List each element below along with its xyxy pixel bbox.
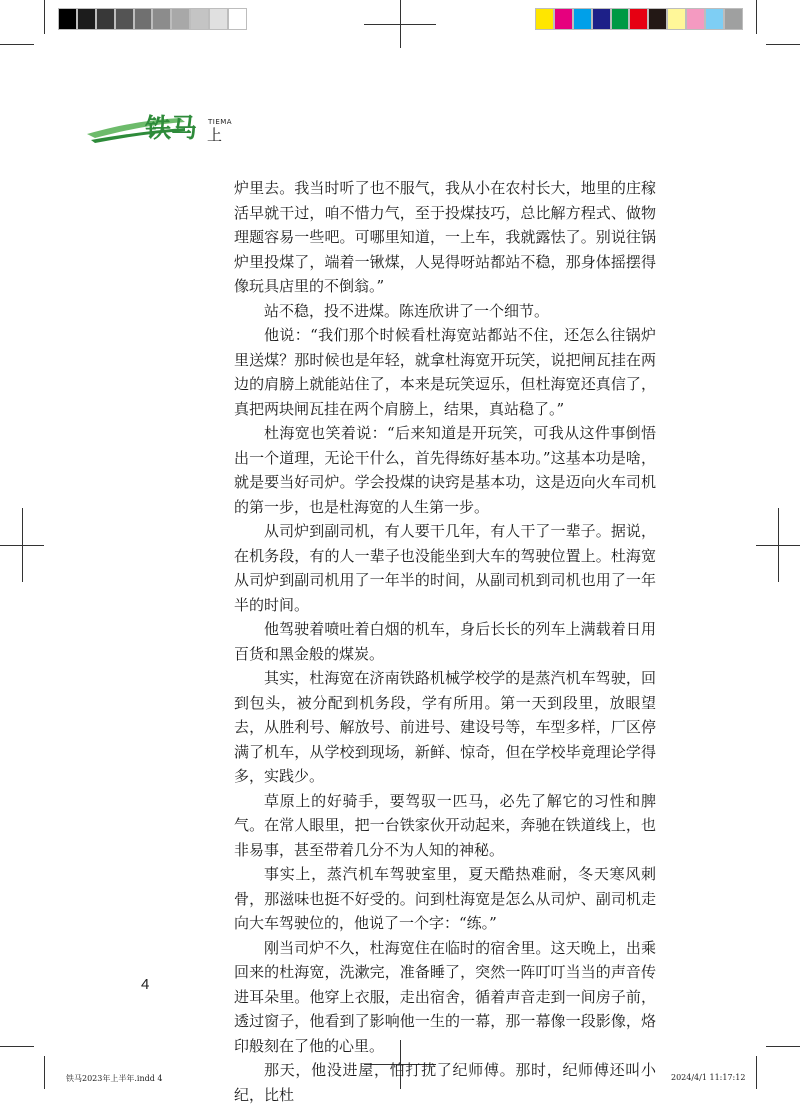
gray-swatch xyxy=(228,8,247,30)
color-swatch xyxy=(629,8,648,30)
slug-filename: 铁马2023年上半年.indd 4 xyxy=(66,1074,163,1083)
paragraph: 草原上的好骑手，要驾驭一匹马，必先了解它的习性和脾气。在常人眼里，把一台铁家伙开动起来，奔驰在铁道线上，也非易事，甚至带着几分不为人知的神秘。 xyxy=(234,791,656,859)
crop-mark xyxy=(44,0,45,34)
color-swatch xyxy=(686,8,705,30)
color-swatch xyxy=(611,8,630,30)
crop-mark xyxy=(756,0,757,34)
section-marker: 上 xyxy=(207,126,223,144)
color-swatch xyxy=(592,8,611,30)
grayscale-color-bar xyxy=(58,8,247,30)
color-swatch xyxy=(535,8,554,30)
paragraph: 站不稳，投不进煤。陈连欣讲了一个细节。 xyxy=(264,301,550,320)
crop-mark xyxy=(0,44,34,45)
paragraph: 他说：“我们那个时候看杜海宽站都站不住，还怎么往锅炉里送煤？那时候也是年轻，就拿杜海宽开玩笑，说把闸瓦挂在两边的肩膀上就能站住了，本来是玩笑逗乐，但杜海宽还真信了，真把两块闸瓦挂在两个肩膀上，结果，真站稳了。” xyxy=(234,326,656,418)
process-color-bar xyxy=(535,8,743,30)
logo-wordmark: 铁马 xyxy=(145,114,198,144)
logo-latin: TIEMA xyxy=(208,118,233,126)
color-swatch xyxy=(648,8,667,30)
color-swatch xyxy=(554,8,573,30)
slug-timestamp: 2024/4/1 11:17:12 xyxy=(671,1073,746,1082)
crop-mark xyxy=(766,1046,800,1047)
gray-swatch xyxy=(58,8,77,30)
gray-swatch xyxy=(77,8,96,30)
crop-mark xyxy=(44,1056,45,1089)
paragraph: 刚当司炉不久，杜海宽住在临时的宿舍里。这天晚上，出乘回来的杜海宽，洗漱完，准备睡了，突然一阵叮叮当当的声音传进耳朵里。他穿上衣服，走出宿舍，循着声音走到一间房子前，透过窗子，他看到了影响他一生的一幕，那一幕像一段影像，烙印般刻在了他的心里。 xyxy=(234,938,656,1055)
paragraph: 炉里去。我当时听了也不服气，我从小在农村长大，地里的庄稼活早就干过，咱不惜力气，至于投煤技巧，总比解方程式、做物理题容易一些吧。可哪里知道，一上车，我就露怯了。别说往锅炉里投煤了，端着一锹煤，人晃得呀站都站不稳，那身体摇摆得像玩具店里的不倒翁。” xyxy=(234,179,656,295)
gray-swatch xyxy=(209,8,228,30)
crop-mark xyxy=(766,44,800,45)
crop-mark xyxy=(756,1056,757,1089)
color-swatch xyxy=(667,8,686,30)
paragraph: 杜海宽也笑着说：“后来知道是开玩笑，可我从这件事倒悟出一个道理，无论干什么，首先得练好基本功。”这基本功是啥，就是要当好司炉。学会投煤的诀窍是基本功，这是迈向火车司机的第一步，也是杜海宽的人生第一步。 xyxy=(234,424,656,516)
paragraph: 他驾驶着喷吐着白烟的机车，身后长长的列车上满载着日用百货和黑金般的煤炭。 xyxy=(234,620,656,663)
gray-swatch xyxy=(190,8,209,30)
crop-mark xyxy=(778,508,779,582)
gray-swatch xyxy=(115,8,134,30)
color-swatch xyxy=(705,8,724,30)
crop-mark xyxy=(22,508,23,582)
paragraph: 其实，杜海宽在济南铁路机械学校学的是蒸汽机车驾驶，回到包头，被分配到机务段，学有所用。第一天到段里，放眼望去，从胜利号、解放号、前进号、建设号等，车型多样，厂区停满了机车，从学校到现场，新鲜、惊奇，但在学校毕竟理论学得多，实践少。 xyxy=(234,669,656,785)
gray-swatch xyxy=(96,8,115,30)
gray-swatch xyxy=(134,8,153,30)
gray-swatch xyxy=(152,8,171,30)
article-body xyxy=(234,176,656,1107)
color-swatch xyxy=(573,8,592,30)
page-number: 4 xyxy=(141,976,150,993)
gray-swatch xyxy=(171,8,190,30)
paragraph: 从司炉到副司机，有人要干几年，有人干了一辈子。据说，在机务段，有的人一辈子也没能坐到大车的驾驶位置上。杜海宽从司炉到副司机用了一年半的时间，从副司机到司机也用了一年半的时间。 xyxy=(234,522,656,614)
paragraph: 那天，他没进屋，怕打扰了纪师傅。那时，纪师傅还叫小纪，比杜 xyxy=(234,1061,656,1104)
crop-mark xyxy=(0,1046,34,1047)
crop-mark xyxy=(364,24,436,25)
paragraph: 事实上，蒸汽机车驾驶室里，夏天酷热难耐，冬天寒风刺骨，那滋味也挺不好受的。问到杜海宽是怎么从司炉、副司机走向大车驾驶位的，他说了一个字：“练。” xyxy=(234,865,656,932)
color-swatch xyxy=(724,8,743,30)
